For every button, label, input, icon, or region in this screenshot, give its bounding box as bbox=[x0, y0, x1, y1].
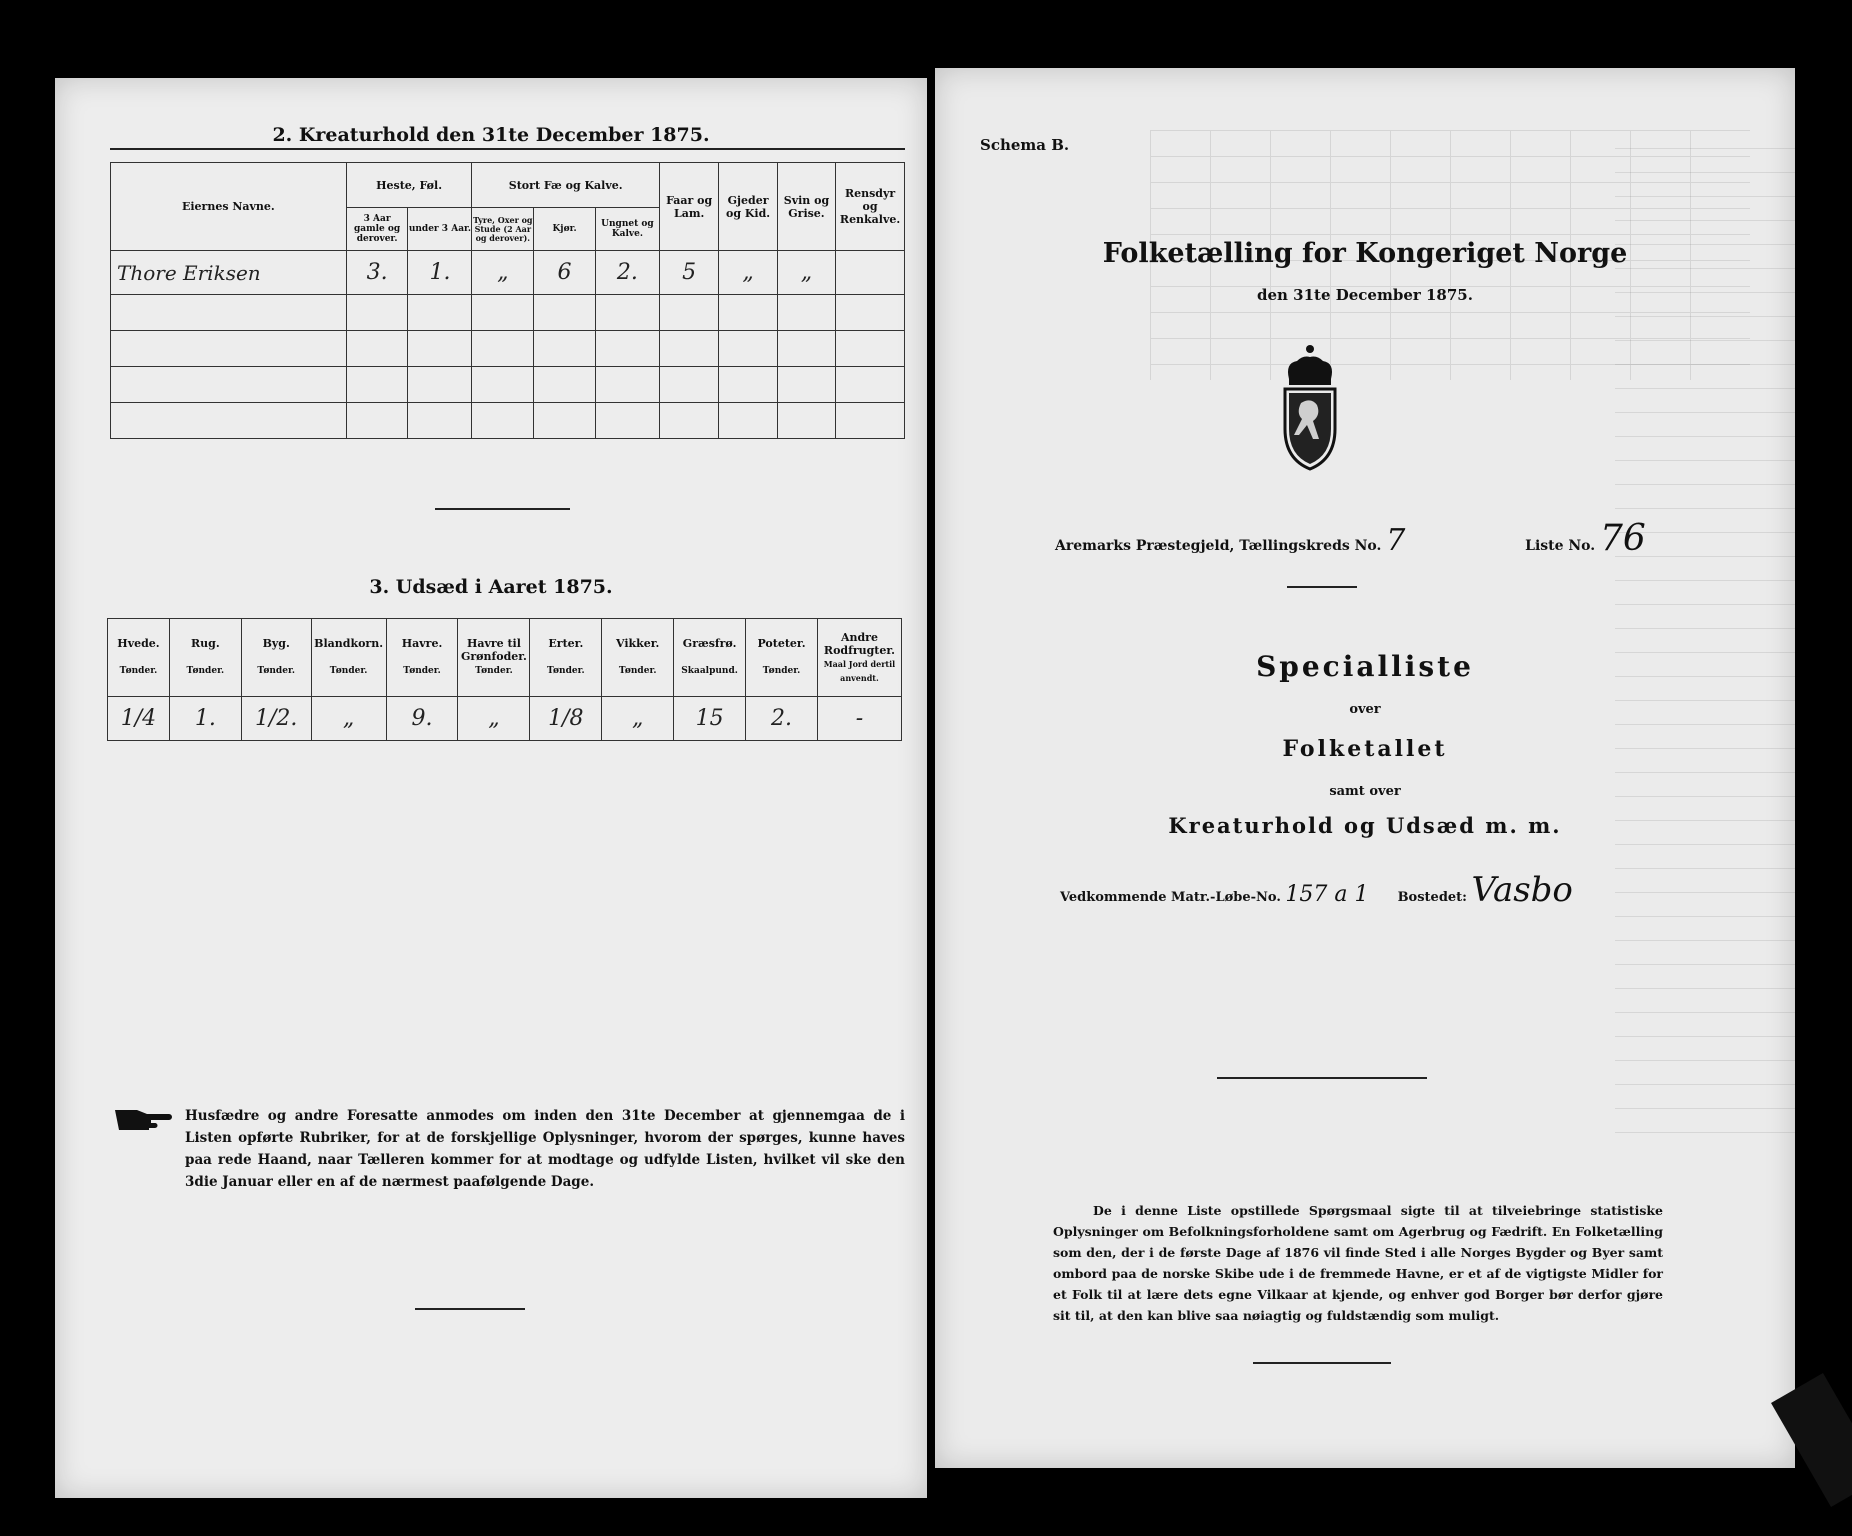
stort-header: Stort Fæ og Kalve. bbox=[472, 163, 659, 208]
divider bbox=[110, 148, 905, 150]
owner-header: Eiernes Navne. bbox=[111, 163, 347, 251]
table-row bbox=[111, 367, 905, 403]
faar-header: Faar og Lam. bbox=[659, 163, 718, 251]
stort-c-header: Ungnet og Kalve. bbox=[595, 208, 659, 251]
divider bbox=[415, 1308, 525, 1310]
vikker-header: Vikker. Tønder. bbox=[602, 619, 674, 697]
left-page bbox=[55, 78, 927, 1498]
specialliste-heading: Specialliste bbox=[1256, 650, 1474, 683]
erter-header: Erter. Tønder. bbox=[530, 619, 602, 697]
table-cell: „ bbox=[719, 251, 777, 295]
divider bbox=[435, 508, 570, 510]
divider bbox=[1253, 1362, 1391, 1364]
divider bbox=[1217, 1077, 1427, 1079]
table-cell: „ bbox=[602, 697, 674, 741]
folketallet-heading: Folketallet bbox=[1282, 736, 1448, 762]
table-cell: „ bbox=[777, 251, 835, 295]
svin-header: Svin og Grise. bbox=[777, 163, 835, 251]
heste-header: Heste, Føl. bbox=[346, 163, 472, 208]
table-cell: 15 bbox=[674, 697, 746, 741]
gronfoder-header: Havre til Grønfoder. Tønder. bbox=[458, 619, 530, 697]
rensdyr-header: Rensdyr og Renkalve. bbox=[836, 163, 905, 251]
census-date: den 31te December 1875. bbox=[1257, 286, 1473, 304]
matr-label: Vedkommende Matr.-Løbe-No. bbox=[1060, 890, 1281, 905]
gjeder-header: Gjeder og Kid. bbox=[719, 163, 777, 251]
table-cell: 2. bbox=[746, 697, 818, 741]
table-cell: 3. bbox=[346, 251, 408, 295]
table-cell: 6 bbox=[534, 251, 596, 295]
stort-b-header: Kjør. bbox=[534, 208, 596, 251]
table-cell: „ bbox=[311, 697, 386, 741]
info-paragraph: De i denne Liste opstillede Spørgsmaal sigte til at tilveiebringe statistiske Oplysninger om Befolkningsforholdene samt om Agerbrug og Fædrift. En Folketælling som den, der i de første Dage af 1876 vil finde Sted i alle Norges Bygder og Byer samt ombord paa de norske Skibe ude i de fremmede Havne, er et af de vigtigste Midler for et Folk til at lære dets egne Vilkaar at kjende, og enhver god Borger bør derfor gjøre sit til, at den kan blive saa nøiagtig og fuldstændig som muligt. bbox=[1053, 1203, 1663, 1323]
liste-value: 76 bbox=[1600, 518, 1646, 559]
table-row bbox=[111, 403, 905, 439]
owner-cell: Thore Eriksen bbox=[111, 251, 347, 295]
table-row bbox=[111, 295, 905, 331]
seed-table bbox=[107, 618, 902, 741]
right-page bbox=[935, 68, 1795, 1468]
over-text: over bbox=[1349, 702, 1381, 717]
kreds-label: Tællingskreds No. bbox=[1239, 538, 1382, 554]
page-title: Folketælling for Kongeriget Norge bbox=[1102, 238, 1628, 269]
rodfrugter-header: Andre Rodfrugter. Maal Jord dertil anvendt. bbox=[817, 619, 901, 697]
poteter-header: Poteter. Tønder. bbox=[746, 619, 818, 697]
table-cell: „ bbox=[472, 251, 534, 295]
table-cell: 2. bbox=[595, 251, 659, 295]
havre-header: Havre. Tønder. bbox=[386, 619, 458, 697]
bosted-value: Vasbo bbox=[1471, 870, 1573, 910]
table-row bbox=[111, 251, 905, 295]
kreaturhold-heading: Kreaturhold og Udsæd m. m. bbox=[1168, 813, 1562, 838]
table-cell bbox=[836, 251, 905, 295]
bosted-label: Bostedet: bbox=[1397, 890, 1467, 905]
table-cell: 1/2. bbox=[241, 697, 311, 741]
schema-label: Schema B. bbox=[980, 136, 1070, 154]
rug-header: Rug. Tønder. bbox=[169, 619, 241, 697]
instruction-note: Husfædre og andre Foresatte anmodes om inden den 31te December at gjennemgaa de i Listen opførte Rubriker, for at de forskjellige Oplysninger, hvorom der spørges, kunne haves paa rede Haand, naar Tælleren kommer for at modtage og udfylde Listen, hvilket vil ske den 3die Januar eller en af de nærmest paafølgende Dage. bbox=[185, 1108, 905, 1190]
liste-label: Liste No. bbox=[1525, 538, 1596, 554]
matr-line bbox=[1060, 870, 1573, 910]
heste-a-header: 3 Aar gamle og derover. bbox=[346, 208, 408, 251]
table-cell: 1. bbox=[408, 251, 472, 295]
table-row bbox=[111, 331, 905, 367]
stort-a-header: Tyre, Oxer og Stude (2 Aar og derover). bbox=[472, 208, 534, 251]
table-cell: 1/4 bbox=[108, 697, 170, 741]
table-cell: - bbox=[817, 697, 901, 741]
heste-b-header: under 3 Aar. bbox=[408, 208, 472, 251]
byg-header: Byg. Tønder. bbox=[241, 619, 311, 697]
section3-title: 3. Udsæd i Aaret 1875. bbox=[369, 576, 613, 598]
divider bbox=[1287, 586, 1357, 588]
pointing-hand-icon bbox=[113, 1106, 173, 1139]
matr-value: 157 a 1 bbox=[1285, 882, 1369, 907]
section2-title: 2. Kreaturhold den 31te December 1875. bbox=[272, 124, 710, 146]
table-cell: 1. bbox=[169, 697, 241, 741]
district-line bbox=[1055, 518, 1755, 559]
norway-coat-of-arms-icon bbox=[1275, 343, 1345, 477]
graesfro-header: Græsfrø. Skaalpund. bbox=[674, 619, 746, 697]
table-cell: 1/8 bbox=[530, 697, 602, 741]
table-cell: 5 bbox=[659, 251, 718, 295]
prestegjeld-label: Aremarks Præstegjeld, bbox=[1055, 538, 1235, 554]
kreds-value: 7 bbox=[1386, 523, 1406, 558]
blandkorn-header: Blandkorn. Tønder. bbox=[311, 619, 386, 697]
samt-over-text: samt over bbox=[1329, 784, 1401, 799]
table-row bbox=[108, 697, 902, 741]
hvede-header: Hvede. Tønder. bbox=[108, 619, 170, 697]
livestock-table bbox=[110, 162, 905, 439]
table-cell: 9. bbox=[386, 697, 458, 741]
table-cell: „ bbox=[458, 697, 530, 741]
